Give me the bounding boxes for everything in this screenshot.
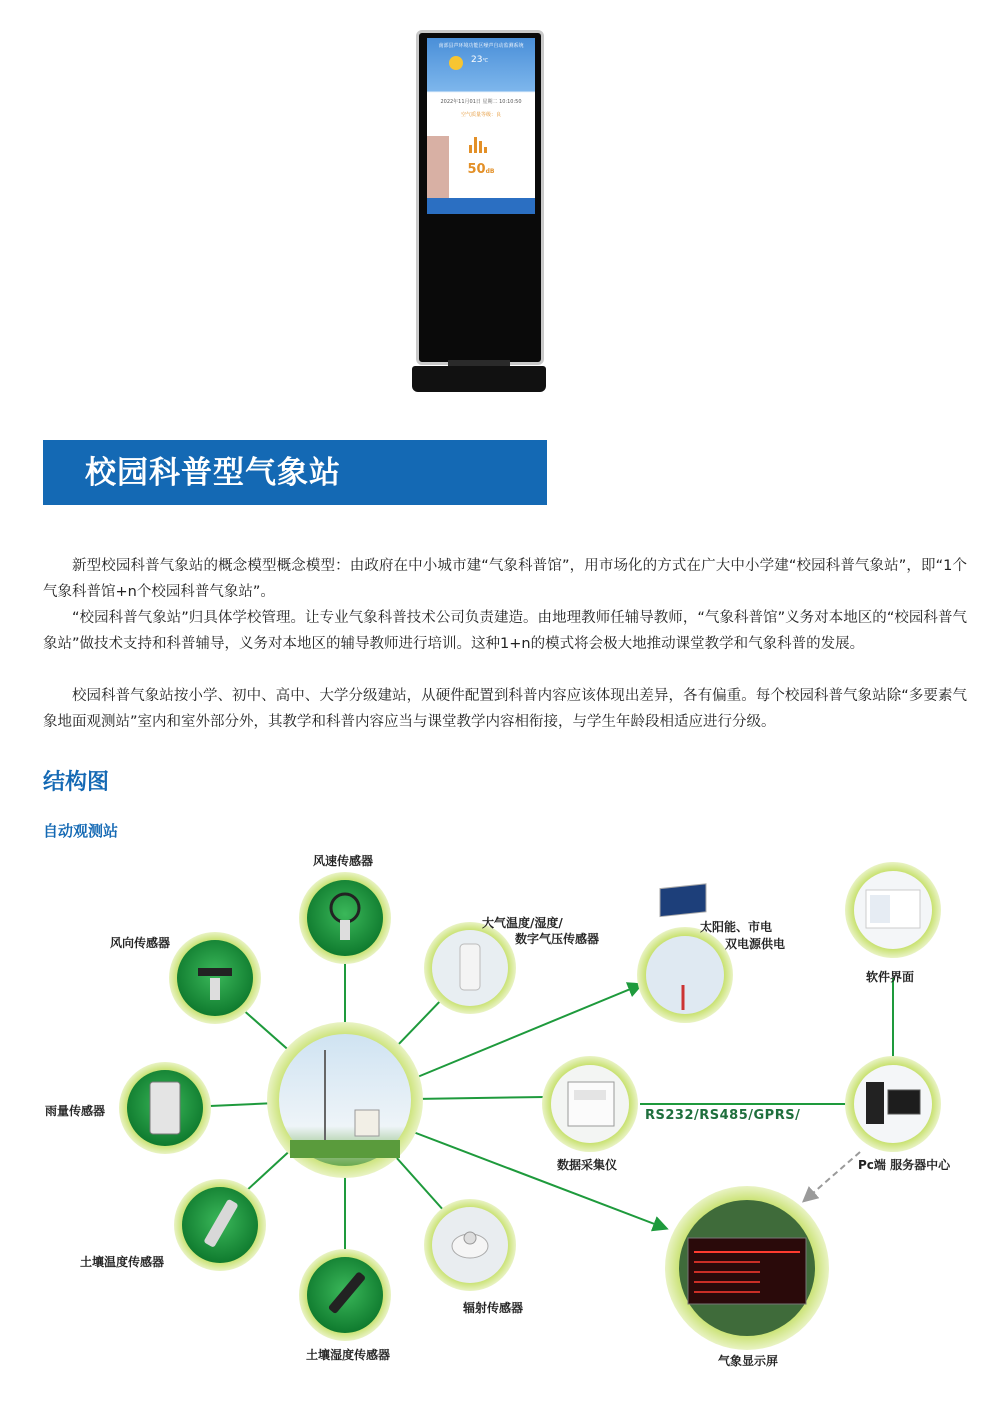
kiosk-footer [427,198,535,214]
label-temp-humidity-line1: 大气温度/湿度/ [482,916,563,930]
paragraph-3: 校园科普气象站按小学、初中、高中、大学分级建站，从硬件配置到科普内容应该体现出差异，各有偏重。每个校园科普气象站除“多要素气象地面观测站”室内和室外部分外，其教学和科普内容应当与课堂教学内容相衔接，与学生年龄段相适应进行分级。 [43,688,967,730]
dashed-connector [805,1152,860,1200]
label-temp-humidity-line2: 数字气压传感器 [515,932,600,946]
node-soil-moisture [299,1249,391,1341]
label-solar-line2: 双电源供电 [725,937,786,951]
node-server [845,1056,941,1152]
node-rain [119,1062,211,1154]
label-collector: 数据采集仪 [557,1158,618,1172]
kiosk-title: 南部县声环境功能区噪声自动监测系统 [438,43,524,49]
label-protocol: RS232/RS485/GPRS/ [645,1108,801,1123]
kiosk-screen [427,38,535,214]
paragraph-1: 新型校园科普气象站的概念模型概念模型：由政府在中小城市建“气象科普馆”，用市场化的方式在广大中小学建“校园科普气象站”，即“1个气象科普馆+n个校园科普气象站”。 [43,558,967,600]
subsection-title: 自动观测站 [43,822,119,840]
label-solar-line1: 太阳能、市电 [700,920,773,934]
label-soil-temp: 土壤温度传感器 [80,1255,165,1269]
paragraph-2: “校园科普气象站”归具体学校管理。让专业气象科普技术公司负责建造。由地理教师任辅导教师，“气象科普馆”义务对本地区的“校园科普气象站”做技术支持和科普辅导，义务对本地区的辅导教师进行培训。这种1+n的模式将会极大地推动课堂教学和气象科普的发展。 [43,610,967,652]
label-soil-moisture: 土壤湿度传感器 [306,1348,391,1362]
node-central-station [267,1022,423,1178]
label-wind-speed: 风速传感器 [313,854,374,868]
node-soil-temp [174,1179,266,1271]
label-rain: 雨量传感器 [45,1104,106,1118]
node-wind-direction [169,932,261,1024]
label-wind-direction: 风向传感器 [110,936,171,950]
section-title: 结构图 [43,770,110,795]
sun-icon [449,56,463,70]
kiosk-air-quality: 空气质量等级：良 [460,112,501,118]
node-display [665,1186,829,1350]
node-temp-humidity [424,922,516,1014]
node-collector [542,1056,638,1152]
kiosk-temperature: 23℃ [471,55,489,65]
label-software: 软件界面 [866,970,915,984]
label-server: Pc端 服务器中心 [858,1158,951,1172]
kiosk-base [412,366,546,392]
kiosk-datetime: 2022年11月01日 星期二 10:10:50 [440,99,522,105]
node-software [845,862,941,958]
label-display: 气象显示屏 [718,1354,779,1368]
label-radiation: 辐射传感器 [463,1301,524,1315]
node-solar [637,884,733,1023]
sound-wave-icon [469,134,493,152]
node-wind-speed [299,872,391,964]
structure-diagram [0,840,1000,1404]
page-title: 校园科普型气象站 [85,455,341,491]
kiosk-noise-value: 50dB [467,162,495,177]
node-radiation [424,1199,516,1291]
